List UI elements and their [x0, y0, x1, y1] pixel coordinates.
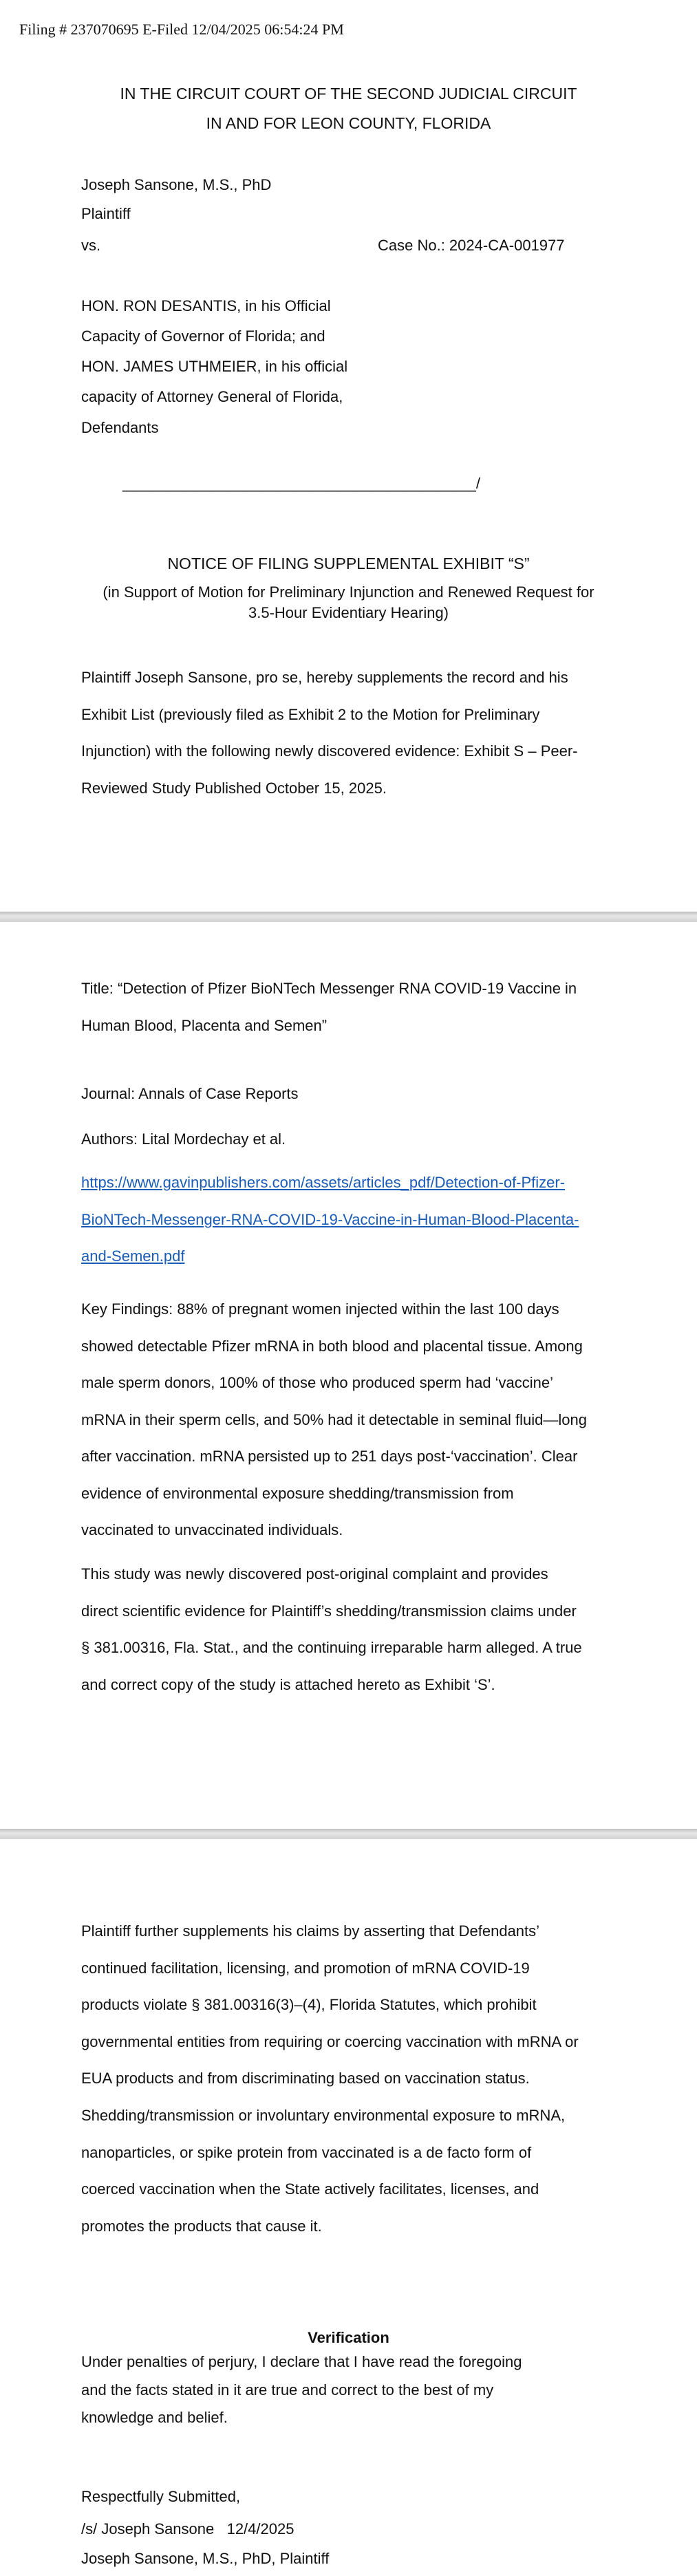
- verification-heading: Verification: [308, 2329, 389, 2346]
- text-line: after vaccination. mRNA persisted up to 251 days post-‘vaccination’. Clear: [81, 1448, 578, 1465]
- document-page-2: [0, 922, 697, 1829]
- text-line: Shedding/transmission or involuntary environmental exposure to mRNA,: [81, 2107, 566, 2124]
- text-line: Reviewed Study Published October 15, 2025.: [81, 779, 387, 797]
- notice-title: NOTICE OF FILING SUPPLEMENTAL EXHIBIT “S”: [167, 555, 530, 572]
- text-line[interactable]: and-Semen.pdf: [81, 1247, 185, 1265]
- text-line: Human Blood, Placenta and Semen”: [81, 1016, 328, 1034]
- signature-line: /s/ Joseph Sansone 12/4/2025: [81, 2520, 294, 2537]
- defendant-line: HON. RON DESANTIS, in his Official: [81, 297, 331, 314]
- text-line: EUA products and from discriminating based on vaccination status.: [81, 2070, 530, 2087]
- defendant-line: Capacity of Governor of Florida; and: [81, 328, 325, 345]
- text-line: evidence of environmental exposure shedding/transmission from: [81, 1484, 514, 1502]
- filing-stamp: Filing # 237070695 E-Filed 12/04/2025 06:54:24 PM: [19, 21, 344, 38]
- text-line: continued facilitation, licensing, and promotion of mRNA COVID-19: [81, 1959, 530, 1977]
- text-line[interactable]: BioNTech-Messenger-RNA-COVID-19-Vaccine-in-Human-Blood-Placenta-: [81, 1210, 579, 1228]
- supplement-paragraph-2: [81, 2097, 625, 2244]
- plaintiff-name: Joseph Sansone, M.S., PhD: [81, 176, 272, 193]
- text-line: direct scientific evidence for Plaintiff’s shedding/transmission claims under: [81, 1602, 577, 1620]
- text-line: Injunction) with the following newly discovered evidence: Exhibit S – Peer-: [81, 742, 578, 760]
- text-line: products violate § 381.00316(3)–(4), Florida Statutes, which prohibit: [81, 1996, 537, 2013]
- verification-statement: [81, 2348, 632, 2432]
- study-significance: [81, 1556, 625, 1703]
- supplement-paragraph-1: [81, 1913, 625, 2097]
- document-page-1: [0, 0, 697, 912]
- notice-body: [81, 659, 625, 806]
- text-line: governmental entities from requiring or coercing vaccination with mRNA or: [81, 2032, 579, 2050]
- notice-subtitle-line1: (in Support of Motion for Preliminary Injunction and Renewed Request for: [103, 583, 594, 601]
- text-line[interactable]: https://www.gavinpublishers.com/assets/articles_pdf/Detection-of-Pfizer-: [81, 1174, 566, 1191]
- key-findings: [81, 1291, 625, 1549]
- versus-label: vs.: [81, 237, 101, 254]
- study-url-link[interactable]: [81, 1164, 632, 1275]
- text-line: Plaintiff Joseph Sansone, pro se, hereby supplements the record and his: [81, 669, 568, 686]
- text-line: Exhibit List (previously filed as Exhibit 2 to the Motion for Preliminary: [81, 705, 540, 723]
- text-line: and the facts stated in it are true and correct to the best of my: [81, 2381, 494, 2398]
- defendants-label: Defendants: [81, 419, 159, 436]
- case-number: Case No.: 2024-CA-001977: [378, 237, 565, 254]
- page-separator: [0, 912, 697, 922]
- text-line: Plaintiff further supplements his claims by asserting that Defendants’: [81, 1922, 540, 1940]
- text-line: male sperm donors, 100% of those who produced sperm had ‘vaccine’: [81, 1374, 554, 1391]
- closing: Respectfully Submitted,: [81, 2488, 241, 2505]
- study-title: [81, 970, 625, 1044]
- text-line: vaccinated to unvaccinated individuals.: [81, 1521, 343, 1538]
- caption-rule-line: __________________________________________/: [122, 475, 480, 492]
- text-line: knowledge and belief.: [81, 2409, 228, 2426]
- text-line: This study was newly discovered post-original complaint and provides: [81, 1565, 548, 1582]
- signer-name: Joseph Sansone, M.S., PhD, Plaintiff: [81, 2550, 330, 2567]
- study-authors: Authors: Lital Mordechay et al.: [81, 1130, 286, 1148]
- text-line: coerced vaccination when the State actively facilitates, licenses, and: [81, 2180, 539, 2198]
- court-heading-line2: IN AND FOR LEON COUNTY, FLORIDA: [206, 114, 491, 132]
- text-line: Under penalties of perjury, I declare that I have read the foregoing: [81, 2353, 522, 2370]
- document-page-3: [0, 1839, 697, 2576]
- text-line: promotes the products that cause it.: [81, 2217, 322, 2235]
- plaintiff-label: Plaintiff: [81, 205, 131, 222]
- notice-subtitle-line2: 3.5-Hour Evidentiary Hearing): [248, 604, 449, 621]
- text-line: Title: “Detection of Pfizer BioNTech Messenger RNA COVID-19 Vaccine in: [81, 980, 577, 997]
- defendant-line: capacity of Attorney General of Florida,: [81, 388, 343, 405]
- page-separator: [0, 1829, 697, 1839]
- defendant-line: HON. JAMES UTHMEIER, in his official: [81, 358, 348, 375]
- court-heading-line1: IN THE CIRCUIT COURT OF THE SECOND JUDICIAL CIRCUIT: [120, 85, 577, 103]
- study-journal: Journal: Annals of Case Reports: [81, 1085, 299, 1102]
- text-line: Key Findings: 88% of pregnant women injected within the last 100 days: [81, 1300, 559, 1318]
- text-line: mRNA in their sperm cells, and 50% had it detectable in seminal fluid—long: [81, 1410, 587, 1428]
- text-line: § 381.00316, Fla. Stat., and the continuing irreparable harm alleged. A true: [81, 1639, 582, 1656]
- text-line: showed detectable Pfizer mRNA in both blood and placental tissue. Among: [81, 1337, 583, 1355]
- text-line: nanoparticles, or spike protein from vaccinated is a de facto form of: [81, 2143, 532, 2161]
- text-line: and correct copy of the study is attached hereto as Exhibit ‘S’.: [81, 1675, 495, 1693]
